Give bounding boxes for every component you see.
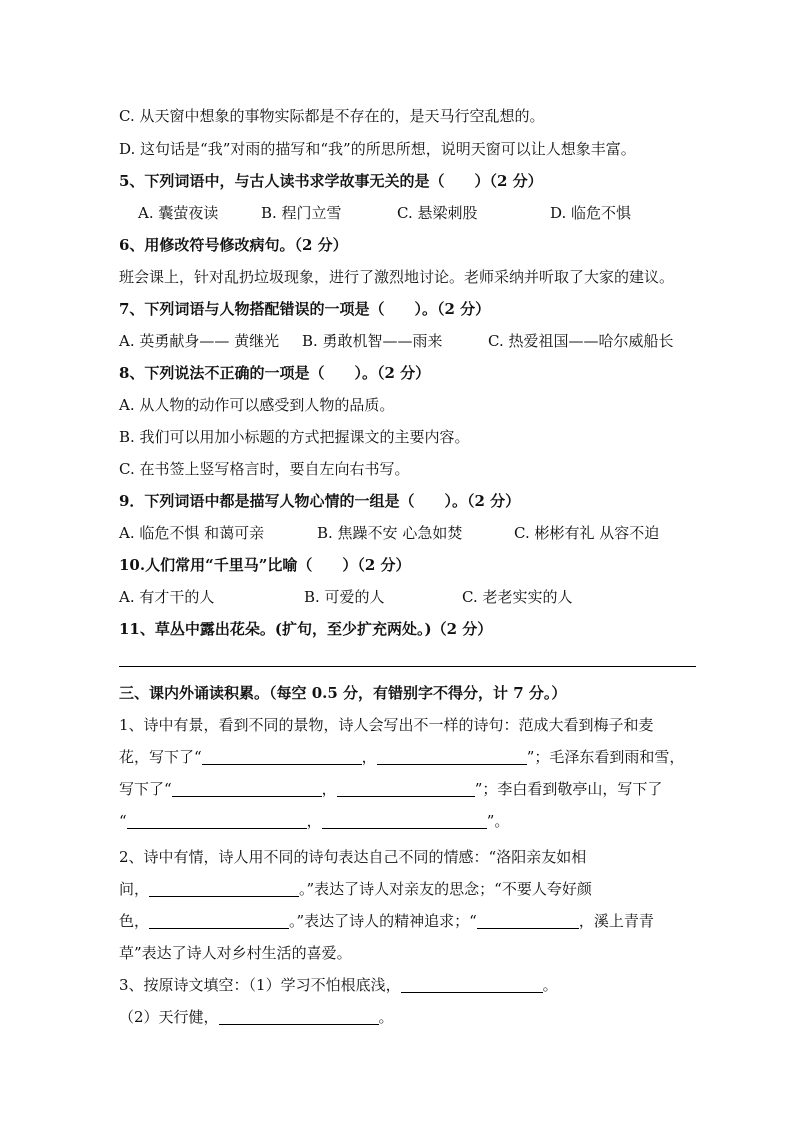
blank-2b[interactable] — [149, 912, 289, 929]
q8-option-b: B. 我们可以用加小标题的方式把握课文的主要内容。 — [119, 428, 470, 446]
s3-p1-line1: 1、诗中有景，看到不同的景物，诗人会写出不一样的诗句：范成大看到梅子和麦 — [119, 716, 654, 734]
s3-p1-line4-c: ”。 — [486, 812, 510, 830]
q9-option-b: B. 焦躁不安 心急如焚 — [317, 524, 463, 542]
s3-p1-line2-c: ”；毛泽东看到雨和雪， — [526, 748, 685, 766]
s3-p2-line3-b: 。”表达了诗人的精神追求；“ — [289, 912, 477, 930]
blank-3a[interactable] — [401, 976, 543, 993]
blank-1d[interactable] — [337, 780, 475, 797]
blank-1c[interactable] — [172, 780, 322, 797]
blank-3b[interactable] — [219, 1008, 379, 1025]
s3-p1-line2-b: ， — [361, 748, 377, 766]
s3-p2-line2 — [119, 878, 694, 900]
s3-p1-line3 — [119, 778, 694, 800]
s3-p2-line2-a: 问， — [119, 880, 150, 898]
section3-heading: 三、课内外诵读积累。（每空 0.5 分，有错别字不得分，计 7 分。） — [119, 684, 567, 702]
q5-option-d: D. 临危不惧 — [550, 204, 632, 222]
q9-option-a: A. 临危不惧 和蔼可亲 — [119, 524, 265, 542]
s3-p1-line4 — [119, 810, 694, 832]
blank-1a[interactable] — [202, 748, 362, 765]
q9-option-c: C. 彬彬有礼 从容不迫 — [514, 524, 660, 542]
q11-answer-line[interactable] — [119, 666, 696, 667]
q6-title: 6、用修改符号修改病句。（2 分） — [119, 236, 348, 254]
s3-p3-line2 — [119, 1006, 694, 1028]
q8-option-a: A. 从人物的动作可以感受到人物的品质。 — [119, 396, 395, 414]
s3-p3-line1-a: 3、按原诗文填空：（1）学习不怕根底浅， — [119, 976, 401, 994]
q7-option-b: B. 勇敢机智——雨来 — [302, 332, 443, 350]
q5-title: 5、下列词语中，与古人读书求学故事无关的是（ ）（2 分） — [119, 172, 543, 190]
q5-option-b: B. 程门立雪 — [261, 204, 342, 222]
blank-1e[interactable] — [127, 812, 307, 829]
s3-p2-line3-a: 色， — [119, 912, 150, 930]
q9-options — [119, 522, 694, 544]
s3-p2-line4: 草”表达了诗人对乡村生活的喜爱。 — [119, 944, 352, 962]
q10-option-b: B. 可爱的人 — [304, 588, 385, 606]
q11-title: 11、草丛中露出花朵。(扩句，至少扩充两处。)（2 分） — [119, 620, 493, 638]
q7-option-c: C. 热爱祖国——哈尔威船长 — [488, 332, 674, 350]
q5-options — [138, 202, 694, 224]
s3-p3-line2-a: （2）天行健， — [119, 1008, 219, 1026]
blank-1b[interactable] — [377, 748, 527, 765]
s3-p1-line2-a: 花，写下了“ — [119, 748, 202, 766]
q7-option-a: A. 英勇献身—— 黄继光 — [119, 332, 280, 350]
q4-option-d: D. 这句话是“我”对雨的描写和“我”的所思所想，说明天窗可以让人想象丰富。 — [119, 140, 636, 158]
q10-option-c: C. 老老实实的人 — [462, 588, 573, 606]
s3-p2-line2-b: 。”表达了诗人对亲友的思念；“不要人夸好颜 — [299, 880, 592, 898]
q10-options — [119, 586, 694, 608]
blank-2a[interactable] — [149, 880, 299, 897]
s3-p1-line3-b: ， — [321, 780, 337, 798]
blank-1f[interactable] — [322, 812, 487, 829]
q6-sentence: 班会课上，针对乱扔垃圾现象，进行了激烈地讨论。老师采纳并听取了大家的建议。 — [119, 268, 675, 286]
q8-option-c: C. 在书签上竖写格言时，要自左向右书写。 — [119, 460, 410, 478]
q7-options — [119, 330, 694, 352]
s3-p3-line1 — [119, 974, 694, 996]
q9-title: 9．下列词语中都是描写人物心情的一组是（ ）。（2 分） — [119, 492, 521, 510]
s3-p1-line4-b: ， — [306, 812, 322, 830]
s3-p3-line2-b: 。 — [378, 1008, 394, 1026]
s3-p3-line1-b: 。 — [542, 976, 558, 994]
s3-p1-line2 — [119, 746, 694, 768]
s3-p2-line3-c: ，溪上青青 — [578, 912, 654, 930]
q7-title: 7、下列词语与人物搭配错误的一项是（ ）。（2 分） — [119, 300, 491, 318]
blank-2c[interactable] — [477, 912, 579, 929]
s3-p2-line3 — [119, 910, 694, 932]
q10-option-a: A. 有才干的人 — [119, 588, 215, 606]
q10-title: 10.人们常用“千里马”比喻（ ）（2 分） — [119, 556, 411, 574]
s3-p1-line3-c: ”；李白看到敬亭山，写下了 — [474, 780, 663, 798]
s3-p1-line3-a: 写下了“ — [119, 780, 172, 798]
s3-p1-line4-a: “ — [119, 812, 127, 830]
q8-title: 8、下列说法不正确的一项是（ ）。（2 分） — [119, 364, 431, 382]
q5-option-c: C. 悬梁刺股 — [397, 204, 478, 222]
q5-option-a: A. 囊萤夜读 — [138, 204, 219, 222]
s3-p2-line1: 2、诗中有情，诗人用不同的诗句表达自己不同的情感：“洛阳亲友如相 — [119, 848, 587, 866]
q4-option-c: C. 从天窗中想象的事物实际都是不存在的，是天马行空乱想的。 — [119, 107, 545, 125]
